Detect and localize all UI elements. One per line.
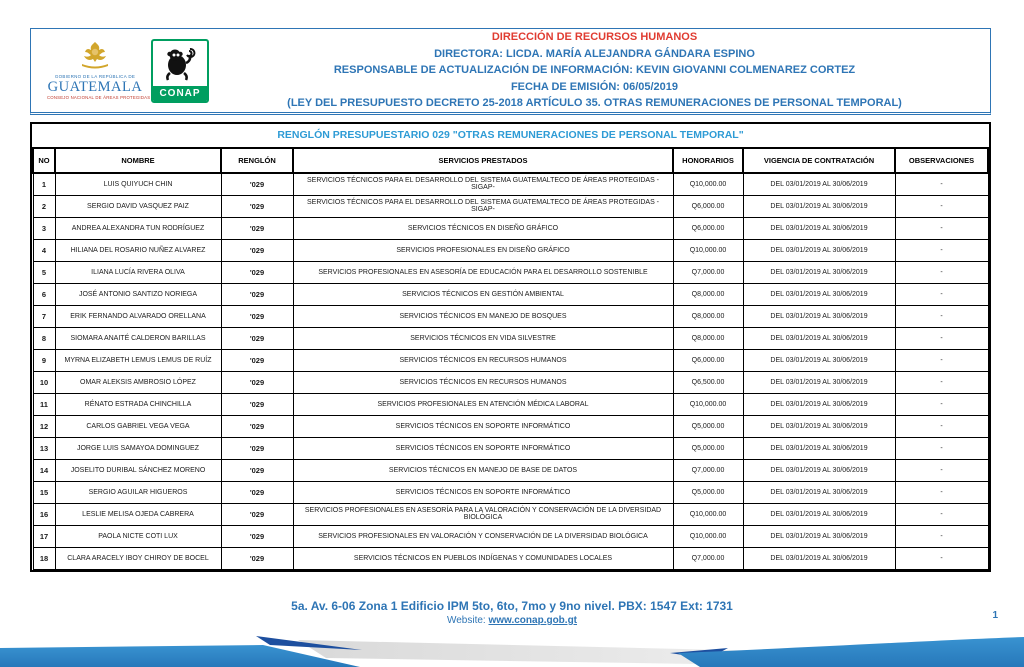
cell-observaciones: - — [895, 415, 988, 437]
cell-observaciones: - — [895, 525, 988, 547]
table-row — [33, 481, 988, 503]
cell-vigencia: DEL 03/01/2019 AL 30/06/2019 — [743, 393, 895, 415]
cell-honorarios: Q6,500.00 — [673, 371, 743, 393]
column-header-1: NOMBRE — [55, 148, 221, 173]
cell-honorarios: Q10,000.00 — [673, 239, 743, 261]
cell-observaciones: - — [895, 261, 988, 283]
cell-servicios: SERVICIOS TÉCNICOS EN SOPORTE INFORMÁTICO — [293, 437, 673, 459]
cell-observaciones: - — [895, 239, 988, 261]
table-row — [33, 217, 988, 239]
page-number: 1 — [992, 610, 998, 621]
cell-vigencia: DEL 03/01/2019 AL 30/06/2019 — [743, 239, 895, 261]
header-box — [30, 28, 991, 115]
cell-no: 8 — [33, 327, 55, 349]
footer — [0, 599, 1024, 626]
cell-nombre: ANDREA ALEXANDRA TUN RODRÍGUEZ — [55, 217, 221, 239]
cell-vigencia: DEL 03/01/2019 AL 30/06/2019 — [743, 481, 895, 503]
cell-no: 6 — [33, 283, 55, 305]
cell-observaciones: - — [895, 327, 988, 349]
cell-no: 4 — [33, 239, 55, 261]
table-body — [33, 173, 988, 569]
cell-nombre: SERGIO AGUILAR HIGUEROS — [55, 481, 221, 503]
cell-observaciones: - — [895, 173, 988, 195]
cell-servicios: SERVICIOS TÉCNICOS EN RECURSOS HUMANOS — [293, 349, 673, 371]
cell-honorarios: Q10,000.00 — [673, 503, 743, 525]
cell-renglon: '029 — [221, 525, 293, 547]
cell-renglon: '029 — [221, 239, 293, 261]
cell-honorarios: Q7,000.00 — [673, 459, 743, 481]
table-header-row — [33, 148, 988, 173]
table-row — [33, 415, 988, 437]
logo-area — [31, 39, 209, 103]
cell-servicios: SERVICIOS PROFESIONALES EN ATENCIÓN MÉDICA LABORAL — [293, 393, 673, 415]
cell-observaciones: - — [895, 305, 988, 327]
bottom-wave-decoration — [0, 627, 1024, 667]
personnel-table — [32, 147, 989, 570]
cell-renglon: '029 — [221, 305, 293, 327]
cell-no: 9 — [33, 349, 55, 371]
cell-servicios: SERVICIOS PROFESIONALES EN DISEÑO GRÁFICO — [293, 239, 673, 261]
cell-observaciones: - — [895, 459, 988, 481]
cell-no: 1 — [33, 173, 55, 195]
cell-servicios: SERVICIOS TÉCNICOS PARA EL DESARROLLO DEL SISTEMA GUATEMALTECO DE ÁREAS PROTEGIDAS -SIGAP- — [293, 195, 673, 217]
cell-renglon: '029 — [221, 327, 293, 349]
cell-nombre: SIOMARA ANAITÉ CALDERON BARILLAS — [55, 327, 221, 349]
cell-servicios: SERVICIOS TÉCNICOS EN SOPORTE INFORMÁTICO — [293, 415, 673, 437]
header-line-ley: (LEY DEL PRESUPUESTO DECRETO 25-2018 ARTÍCULO 35. OTRAS REMUNERACIONES DE PERSONAL TEMPORAL) — [287, 97, 902, 110]
column-header-5: VIGENCIA DE CONTRATACIÓN — [743, 148, 895, 173]
cell-vigencia: DEL 03/01/2019 AL 30/06/2019 — [743, 547, 895, 569]
cell-servicios: SERVICIOS TÉCNICOS EN VIDA SILVESTRE — [293, 327, 673, 349]
cell-honorarios: Q8,000.00 — [673, 305, 743, 327]
column-header-3: SERVICIOS PRESTADOS — [293, 148, 673, 173]
cell-servicios: SERVICIOS PROFESIONALES EN ASESORÍA PARA LA VALORACIÓN Y CONSERVACIÓN DE LA DIVERSIDAD BIOLÓGICA — [293, 503, 673, 525]
cell-no: 14 — [33, 459, 55, 481]
cell-no: 11 — [33, 393, 55, 415]
cell-honorarios: Q10,000.00 — [673, 393, 743, 415]
cell-observaciones: - — [895, 481, 988, 503]
table-row — [33, 349, 988, 371]
cell-honorarios: Q6,000.00 — [673, 217, 743, 239]
column-header-6: OBSERVACIONES — [895, 148, 988, 173]
cell-vigencia: DEL 03/01/2019 AL 30/06/2019 — [743, 327, 895, 349]
cell-no: 16 — [33, 503, 55, 525]
table-row — [33, 547, 988, 569]
cell-no: 17 — [33, 525, 55, 547]
cell-honorarios: Q8,000.00 — [673, 283, 743, 305]
table-row — [33, 239, 988, 261]
column-header-2: RENGLÓN — [221, 148, 293, 173]
cell-honorarios: Q10,000.00 — [673, 173, 743, 195]
cell-servicios: SERVICIOS TÉCNICOS EN SOPORTE INFORMÁTICO — [293, 481, 673, 503]
cell-vigencia: DEL 03/01/2019 AL 30/06/2019 — [743, 283, 895, 305]
cell-nombre: LUIS QUIYUCH CHIN — [55, 173, 221, 195]
cell-servicios: SERVICIOS PROFESIONALES EN ASESORÍA DE EDUCACIÓN PARA EL DESARROLLO SOSTENIBLE — [293, 261, 673, 283]
cell-honorarios: Q6,000.00 — [673, 349, 743, 371]
cell-vigencia: DEL 03/01/2019 AL 30/06/2019 — [743, 349, 895, 371]
cell-servicios: SERVICIOS PROFESIONALES EN VALORACIÓN Y CONSERVACIÓN DE LA DIVERSIDAD BIOLÓGICA — [293, 525, 673, 547]
header-text-block — [209, 29, 990, 112]
conap-wordmark: CONAP — [153, 86, 207, 101]
cell-servicios: SERVICIOS TÉCNICOS EN MANEJO DE BASE DE DATOS — [293, 459, 673, 481]
cell-no: 13 — [33, 437, 55, 459]
cell-honorarios: Q5,000.00 — [673, 415, 743, 437]
cell-vigencia: DEL 03/01/2019 AL 30/06/2019 — [743, 261, 895, 283]
cell-vigencia: DEL 03/01/2019 AL 30/06/2019 — [743, 217, 895, 239]
cell-renglon: '029 — [221, 217, 293, 239]
header-line-fecha: FECHA DE EMISIÓN: 06/05/2019 — [510, 80, 679, 93]
cell-no: 18 — [33, 547, 55, 569]
cell-nombre: LESLIE MELISA OJEDA CABRERA — [55, 503, 221, 525]
cell-observaciones: - — [895, 283, 988, 305]
cell-honorarios: Q8,000.00 — [673, 327, 743, 349]
cell-renglon: '029 — [221, 459, 293, 481]
table-row — [33, 503, 988, 525]
cell-vigencia: DEL 03/01/2019 AL 30/06/2019 — [743, 371, 895, 393]
guatemala-crest-icon — [78, 57, 112, 74]
cell-no: 2 — [33, 195, 55, 217]
footer-address: 5a. Av. 6-06 Zona 1 Edificio IPM 5to, 6to, 7mo y 9no nivel. PBX: 1547 Ext: 1731 — [291, 599, 733, 613]
cell-servicios: SERVICIOS TÉCNICOS EN MANEJO DE BOSQUES — [293, 305, 673, 327]
cell-observaciones: - — [895, 195, 988, 217]
cell-renglon: '029 — [221, 349, 293, 371]
table-row — [33, 173, 988, 195]
cell-servicios: SERVICIOS TÉCNICOS EN PUEBLOS INDÍGENAS Y COMUNIDADES LOCALES — [293, 547, 673, 569]
column-header-4: HONORARIOS — [673, 148, 743, 173]
conap-logo — [151, 39, 209, 103]
cell-renglon: '029 — [221, 415, 293, 437]
cell-nombre: CARLOS GABRIEL VEGA VEGA — [55, 415, 221, 437]
cell-nombre: JOSELITO DURIBAL SÁNCHEZ MORENO — [55, 459, 221, 481]
table-row — [33, 459, 988, 481]
cell-nombre: OMAR ALEKSIS AMBROSIO LÓPEZ — [55, 371, 221, 393]
cell-no: 15 — [33, 481, 55, 503]
cell-observaciones: - — [895, 503, 988, 525]
consejo-text: CONSEJO NACIONAL DE ÁREAS PROTEGIDAS — [47, 94, 151, 100]
cell-honorarios: Q10,000.00 — [673, 525, 743, 547]
cell-vigencia: DEL 03/01/2019 AL 30/06/2019 — [743, 173, 895, 195]
cell-vigencia: DEL 03/01/2019 AL 30/06/2019 — [743, 305, 895, 327]
cell-nombre: HILIANA DEL ROSARIO NUÑEZ ALVAREZ — [55, 239, 221, 261]
cell-observaciones: - — [895, 393, 988, 415]
table-row — [33, 195, 988, 217]
header-line-direccion: DIRECCIÓN DE RECURSOS HUMANOS — [491, 31, 698, 44]
personnel-table-container — [30, 122, 991, 572]
cell-servicios: SERVICIOS TÉCNICOS EN RECURSOS HUMANOS — [293, 371, 673, 393]
table-row — [33, 393, 988, 415]
header-line-responsable: RESPONSABLE DE ACTUALIZACIÓN DE INFORMACIÓN: KEVIN GIOVANNI COLMENAREZ CORTEZ — [333, 64, 856, 77]
cell-renglon: '029 — [221, 547, 293, 569]
cell-renglon: '029 — [221, 393, 293, 415]
cell-nombre: ILIANA LUCÍA RIVERA OLIVA — [55, 261, 221, 283]
cell-vigencia: DEL 03/01/2019 AL 30/06/2019 — [743, 503, 895, 525]
cell-observaciones: - — [895, 217, 988, 239]
cell-renglon: '029 — [221, 195, 293, 217]
website-label: Website: — [446, 615, 486, 626]
cell-vigencia: DEL 03/01/2019 AL 30/06/2019 — [743, 415, 895, 437]
cell-renglon: '029 — [221, 283, 293, 305]
cell-vigencia: DEL 03/01/2019 AL 30/06/2019 — [743, 525, 895, 547]
table-title: RENGLÓN PRESUPUESTARIO 029 "OTRAS REMUNERACIONES DE PERSONAL TEMPORAL" — [277, 129, 744, 141]
cell-nombre: SERGIO DAVID VASQUEZ PAIZ — [55, 195, 221, 217]
cell-observaciones: - — [895, 371, 988, 393]
cell-renglon: '029 — [221, 437, 293, 459]
cell-vigencia: DEL 03/01/2019 AL 30/06/2019 — [743, 437, 895, 459]
table-row — [33, 283, 988, 305]
cell-servicios: SERVICIOS TÉCNICOS PARA EL DESARROLLO DEL SISTEMA GUATEMALTECO DE ÁREAS PROTEGIDAS -SIGAP- — [293, 173, 673, 195]
header-line-directora: DIRECTORA: LICDA. MARÍA ALEJANDRA GÁNDARA ESPINO — [434, 47, 755, 60]
cell-renglon: '029 — [221, 173, 293, 195]
cell-honorarios: Q5,000.00 — [673, 437, 743, 459]
cell-no: 7 — [33, 305, 55, 327]
cell-renglon: '029 — [221, 503, 293, 525]
cell-honorarios: Q6,000.00 — [673, 195, 743, 217]
table-row — [33, 305, 988, 327]
cell-observaciones: - — [895, 547, 988, 569]
cell-nombre: PAOLA NICTE COTI LUX — [55, 525, 221, 547]
cell-servicios: SERVICIOS TÉCNICOS EN GESTIÓN AMBIENTAL — [293, 283, 673, 305]
gobierno-text: GOBIERNO DE LA REPÚBLICA DE — [54, 74, 136, 79]
column-header-0: NO — [33, 148, 55, 173]
monkey-icon — [153, 41, 207, 86]
guatemala-wordmark: GUATEMALA — [47, 78, 143, 95]
table-row — [33, 437, 988, 459]
cell-nombre: RÉNATO ESTRADA CHINCHILLA — [55, 393, 221, 415]
cell-honorarios: Q7,000.00 — [673, 547, 743, 569]
cell-vigencia: DEL 03/01/2019 AL 30/06/2019 — [743, 195, 895, 217]
table-row — [33, 371, 988, 393]
cell-honorarios: Q7,000.00 — [673, 261, 743, 283]
cell-nombre: MYRNA ELIZABETH LEMUS LEMUS DE RUÍZ — [55, 349, 221, 371]
cell-nombre: JORGE LUIS SAMAYOA DOMINGUEZ — [55, 437, 221, 459]
cell-nombre: CLARA ARACELY IBOY CHIROY DE BOCEL — [55, 547, 221, 569]
website-link[interactable]: www.conap.gob.gt — [488, 615, 578, 626]
cell-honorarios: Q5,000.00 — [673, 481, 743, 503]
cell-renglon: '029 — [221, 481, 293, 503]
cell-observaciones: - — [895, 437, 988, 459]
cell-no: 12 — [33, 415, 55, 437]
cell-no: 10 — [33, 371, 55, 393]
table-row — [33, 327, 988, 349]
cell-nombre: JOSÉ ANTONIO SANTIZO NORIEGA — [55, 283, 221, 305]
cell-observaciones: - — [895, 349, 988, 371]
guatemala-logo — [47, 40, 151, 100]
cell-no: 3 — [33, 217, 55, 239]
footer-website-line — [0, 615, 1024, 626]
cell-no: 5 — [33, 261, 55, 283]
cell-servicios: SERVICIOS TÉCNICOS EN DISEÑO GRÁFICO — [293, 217, 673, 239]
cell-renglon: '029 — [221, 261, 293, 283]
cell-renglon: '029 — [221, 371, 293, 393]
cell-vigencia: DEL 03/01/2019 AL 30/06/2019 — [743, 459, 895, 481]
table-row — [33, 525, 988, 547]
cell-nombre: ERIK FERNANDO ALVARADO ORELLANA — [55, 305, 221, 327]
table-row — [33, 261, 988, 283]
